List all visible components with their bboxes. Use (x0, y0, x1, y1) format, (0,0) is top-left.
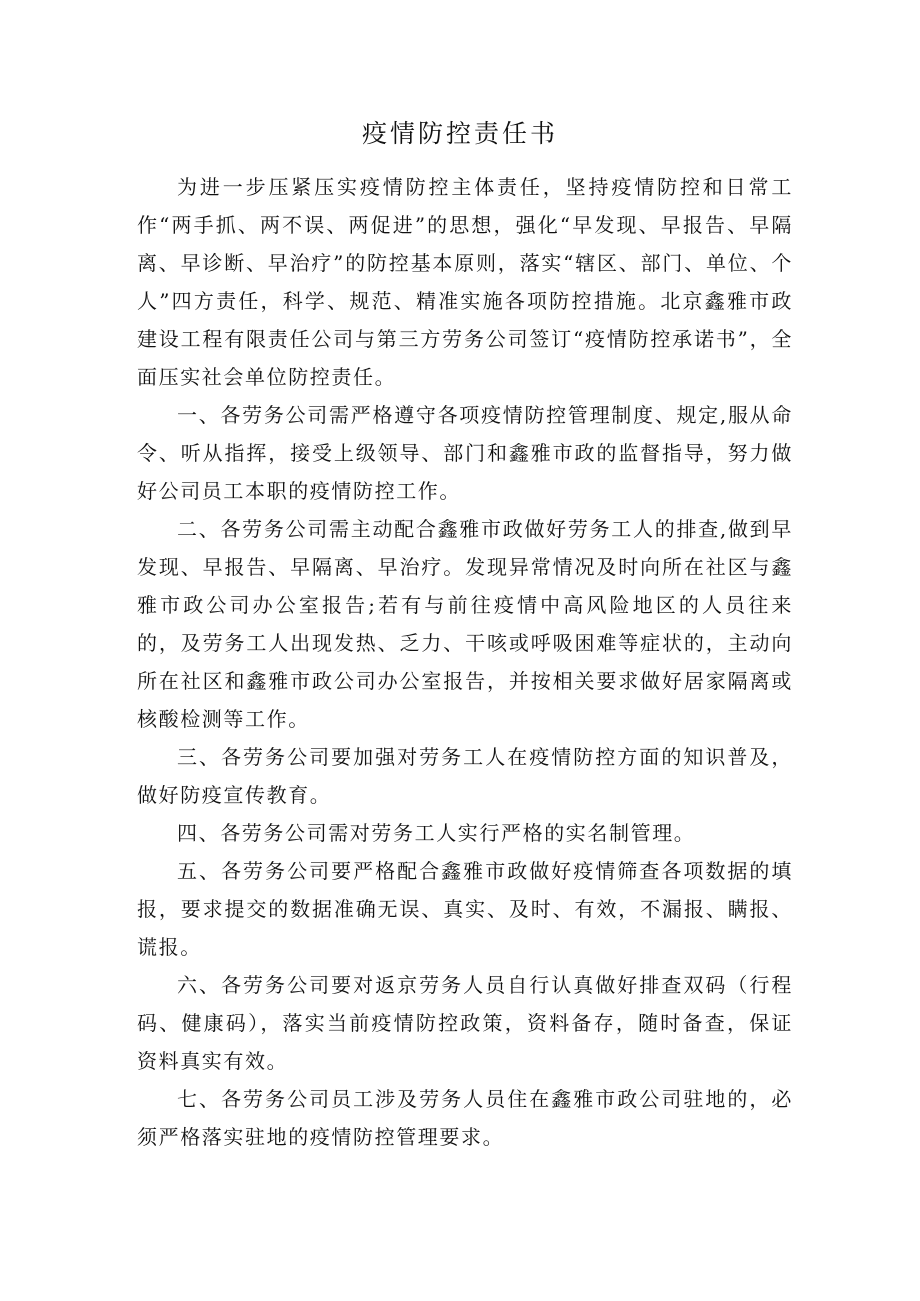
paragraph-clause-2: 二、各劳务公司需主动配合鑫雅市政做好劳务工人的排查,做到早发现、早报告、早隔离、早治疗。发现异常情况及时向所在社区与鑫雅市政公司办公室报告;若有与前往疫情中高风险地区的人员往来的，及劳务工人出现发热、乏力、干咳或呼吸困难等症状的，主动向所在社区和鑫雅市政公司办公室报告，并按相关要求做好居家隔离或核酸检测等工作。 (137, 517, 793, 731)
paragraph-clause-7: 七、各劳务公司员工涉及劳务人员住在鑫雅市政公司驻地的，必须严格落实驻地的疫情防控管理要求。 (137, 1087, 793, 1149)
paragraph-clause-3: 三、各劳务公司要加强对劳务工人在疫情防控方面的知识普及，做好防疫宣传教育。 (137, 745, 793, 807)
document-title: 疫情防控责任书 (361, 119, 558, 148)
paragraph-clause-4: 四、各劳务公司需对劳务工人实行严格的实名制管理。 (177, 821, 696, 845)
paragraph-clause-5: 五、各劳务公司要严格配合鑫雅市政做好疫情筛查各项数据的填报，要求提交的数据准确无误、真实、及时、有效，不漏报、瞒报、谎报。 (137, 859, 793, 959)
paragraph-clause-6: 六、各劳务公司要对返京劳务人员自行认真做好排查双码（行程码、健康码），落实当前疫情防控政策，资料备存，随时备查，保证资料真实有效。 (137, 973, 793, 1073)
paragraph-clause-1: 一、各劳务公司需严格遵守各项疫情防控管理制度、规定,服从命令、听从指挥，接受上级领导、部门和鑫雅市政的监督指导，努力做好公司员工本职的疫情防控工作。 (137, 403, 793, 503)
paragraph-preamble: 为进一步压紧压实疫情防控主体责任，坚持疫情防控和日常工作“两手抓、两不误、两促进”的思想，强化“早发现、早报告、早隔离、早诊断、早治疗”的防控基本原则，落实“辖区、部门、单位、个人”四方责任，科学、规范、精准实施各项防控措施。北京鑫雅市政建设工程有限责任公司与第三方劳务公司签订“疫情防控承诺书”，全面压实社会单位防控责任。 (137, 175, 793, 389)
document-body (137, 168, 793, 1156)
